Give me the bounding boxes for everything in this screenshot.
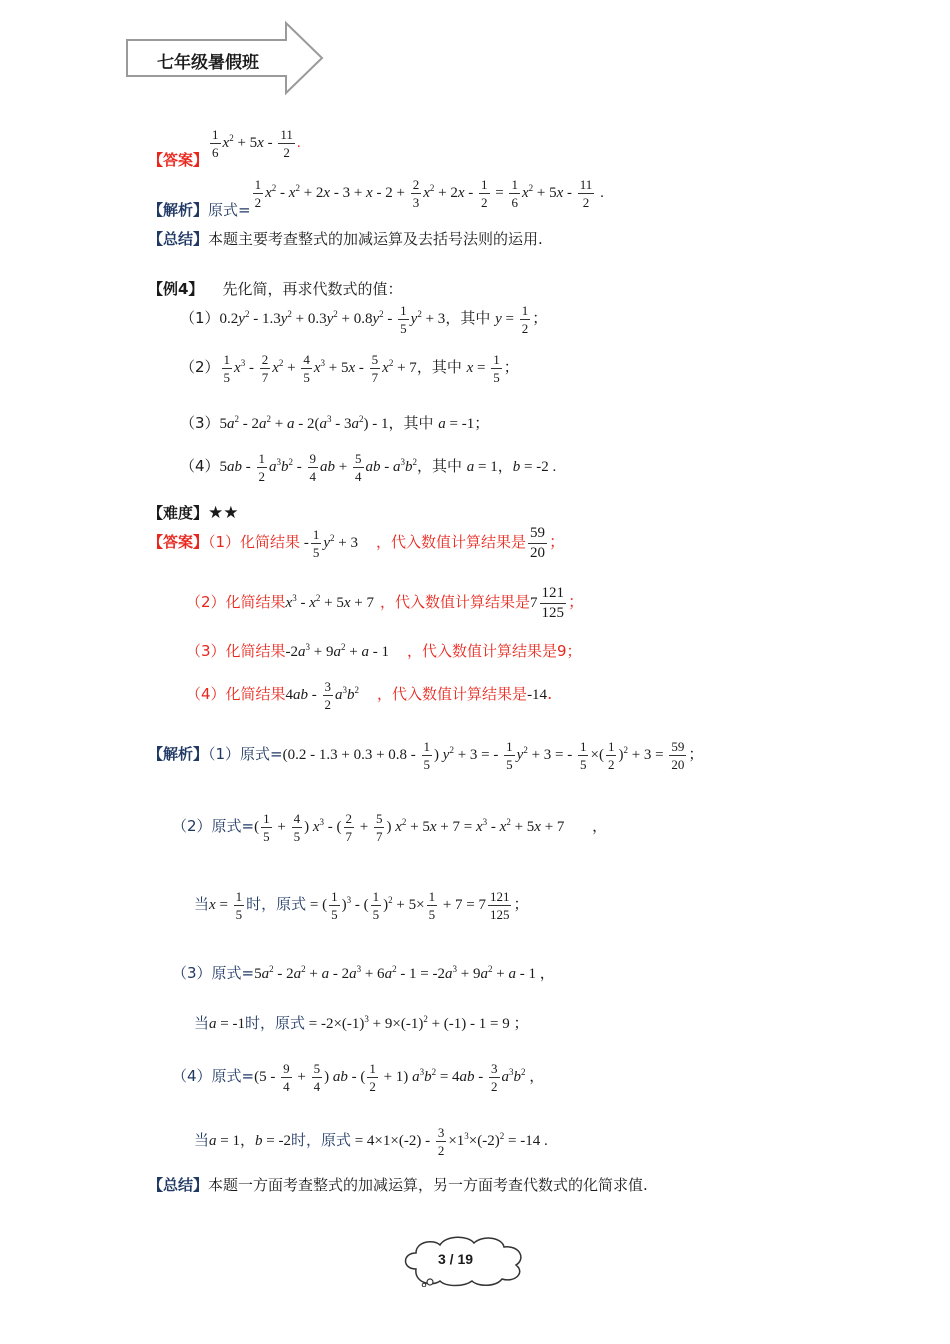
answer-line-3: （3）化简结果$-2a^3 + 9a^2 + a - 1$ ，代入数值计算结果是9； bbox=[186, 642, 582, 660]
example-item-4: （4）5ab - $\frac{1}{2}$ $a^3b^2$ - $\frac{9}{4}$ ab + $\frac{5}{4}$ ab - $a^3b^2$，其中 a = 1，b = -2 . bbox=[180, 451, 557, 484]
analysis-line-1: 【解析】（1）原式=(0.2 - 1.3 + 0.3 + 0.8 - $\frac{1}{5}$ ) $y^2 + 3$ = - $\frac{1}{5}$ $y^2 + 3$ = - $\frac{1}{5}$ ×( $\frac{1}{2}$ )$^2$ + 3 = $\frac{59}{20}$ ； bbox=[148, 739, 704, 772]
answer-tag: 【答案】 bbox=[148, 150, 209, 169]
answer-label: （1）化简结果 bbox=[208, 532, 301, 551]
example-item-1: $(1)0.2y^2 - 1.3y^2 + 0.3y^2 + 0.8y^2$ - $\frac{1}{5}$ $y^2 + 3$，其中 y = $\frac{1}{2}$ ； bbox=[180, 303, 548, 336]
summary-text: 本题一方面考查整式的加减运算，另一方面考查代数式的化简求值. bbox=[208, 1176, 648, 1194]
analysis-pre: 当 bbox=[194, 1130, 210, 1149]
answer-mid: ，代入数值计算结果是 bbox=[375, 532, 526, 551]
analysis-mid: 时，原式 bbox=[290, 1130, 351, 1149]
answer-tag: 【答案】 bbox=[148, 532, 209, 551]
analysis-line-3: （3）原式$=5a^2 - 2a^2 + a - 2a^3 + 6a^2 - 1 = -2a^3 + 9a^2 + a - 1$ ， bbox=[172, 964, 555, 982]
analysis-line-3b: 当a = -1时，原式 = $-2\times(-1)^3 + 9\times(-1)^2 + (-1) - 1 = 9$ ； bbox=[194, 1014, 529, 1032]
answer-line-1: 【答案】（1）化简结果 - $\frac{1}{5}$ $y^2 + 3$ ，代入数值计算结果是 $\frac{59}{20}$ ； bbox=[148, 525, 565, 561]
page-number: 3 / 19 bbox=[438, 1251, 474, 1267]
prev-summary-text: 本题主要考查整式的加减运算及去括号法则的运用. bbox=[208, 230, 543, 248]
summary bbox=[148, 1174, 648, 1195]
analysis-label: （3）原式= bbox=[172, 964, 255, 982]
answer-label: （3）化简结果 bbox=[186, 642, 286, 660]
analysis-line-4: （4）原式=(5 - $\frac{9}{4}$ + $\frac{5}{4}$ ) ab - ( $\frac{1}{2}$ + 1) $a^3b^2 = 4ab$ - $\frac{3}{2}$ $a^3b^2$ ， bbox=[172, 1061, 545, 1094]
item-label: （4） bbox=[180, 456, 220, 475]
item-label: （1） bbox=[180, 308, 220, 327]
example-tag: 【例4】 bbox=[148, 280, 204, 298]
example-heading bbox=[148, 278, 403, 299]
difficulty-tag: 【难度】 bbox=[148, 504, 209, 522]
item-label: （3） bbox=[180, 414, 220, 432]
item-label: （2） bbox=[180, 357, 220, 376]
analysis-mid: 时，原式 bbox=[244, 1014, 305, 1032]
summary-tag: 【总结】 bbox=[148, 230, 209, 248]
analysis-label: （1）原式= bbox=[208, 744, 283, 763]
analysis-label: （4）原式= bbox=[172, 1066, 255, 1085]
analysis-line-2b: 当x = $\frac{1}{5}$ 时，原式 = ( $\frac{1}{5}$ )$^3$ - ( $\frac{1}{5}$ )$^2$ + 5× $\frac{1}{5}$ + 7 = 7 $\frac{121}{125}$ ； bbox=[194, 889, 529, 922]
example-title: 先化简，再求代数式的值： bbox=[222, 280, 403, 298]
answer-mid: ，代入数值计算结果是 bbox=[377, 684, 528, 703]
summary-tag: 【总结】 bbox=[148, 1176, 209, 1194]
prev-analysis-prefix: 原式= bbox=[208, 200, 251, 219]
answer-mid: ，代入数值计算结果是 bbox=[406, 642, 557, 660]
prev-analysis bbox=[148, 177, 604, 219]
difficulty bbox=[148, 502, 239, 523]
analysis-label: （2）原式= bbox=[172, 816, 255, 835]
answer-line-2: （2）化简结果$x^3 - x^2 + 5x + 7$ ，代入数值计算结果是7 $\frac{121}{125}$ ； bbox=[186, 585, 585, 621]
difficulty-stars: ★★ bbox=[208, 503, 239, 523]
analysis-mid: 时，原式 bbox=[246, 894, 307, 913]
example-item-3: $(3)5a^2 - 2a^2 + a - 2(a^3 - 3a^2) - 1$，其中 a = -1； bbox=[180, 414, 490, 432]
analysis-pre: 当 bbox=[194, 894, 210, 913]
prev-analysis-expr: $\frac{1}{2}$ $x^2 - x^2 + 2x - 3 + x - 2$ + $\frac{2}{3}$ $x^2 + 2x$ - $\frac{1}{2}$ = $\frac{1}{6}$ $x^2 + 5x$ - $\frac{11}{2}$ . bbox=[254, 177, 604, 210]
analysis-line-2: （2）原式=( $\frac{1}{5}$ + $\frac{4}{5}$ ) $x^3$ - ( $\frac{2}{7}$ + $\frac{5}{7}$ ) $x^2 + 5x + 7 = x^3 - x^2 + 5x + 7$ ， bbox=[172, 811, 608, 844]
answer-label: （2）化简结果 bbox=[186, 592, 286, 611]
answer-line-4: （4）化简结果4ab - $\frac{3}{2}$ $a^3b^2$ ，代入数值计算结果是-14. bbox=[186, 679, 553, 712]
answer-label: （4）化简结果 bbox=[186, 684, 286, 703]
prev-summary bbox=[148, 228, 543, 249]
example-item-2: （2） $\frac{1}{5}$ $x^3$ - $\frac{2}{7}$ $x^2$ + $\frac{4}{5}$ $x^3 + 5x$ - $\frac{5}{7}$ $x^2 + 7$，其中 x = $\frac{1}{5}$ ； bbox=[180, 352, 519, 385]
banner-label: 七年级暑假班 bbox=[157, 53, 259, 73]
analysis-line-4b: 当a = 1，b = -2时，原式 = 4×1×(-2) - $\frac{3}{2}$ $\times 1^3\times(-2)^2 = -14$ . bbox=[194, 1125, 548, 1158]
prev-answer-expr: $\frac{1}{6}$ $x^2 + 5x$ - $\frac{11}{2}$ . bbox=[212, 127, 301, 160]
analysis-tag: 【解析】 bbox=[148, 200, 209, 219]
prev-answer bbox=[148, 127, 301, 169]
analysis-pre: 当 bbox=[194, 1014, 210, 1032]
answer-mid: ，代入数值计算结果是 bbox=[380, 592, 531, 611]
analysis-tag: 【解析】 bbox=[148, 744, 209, 763]
